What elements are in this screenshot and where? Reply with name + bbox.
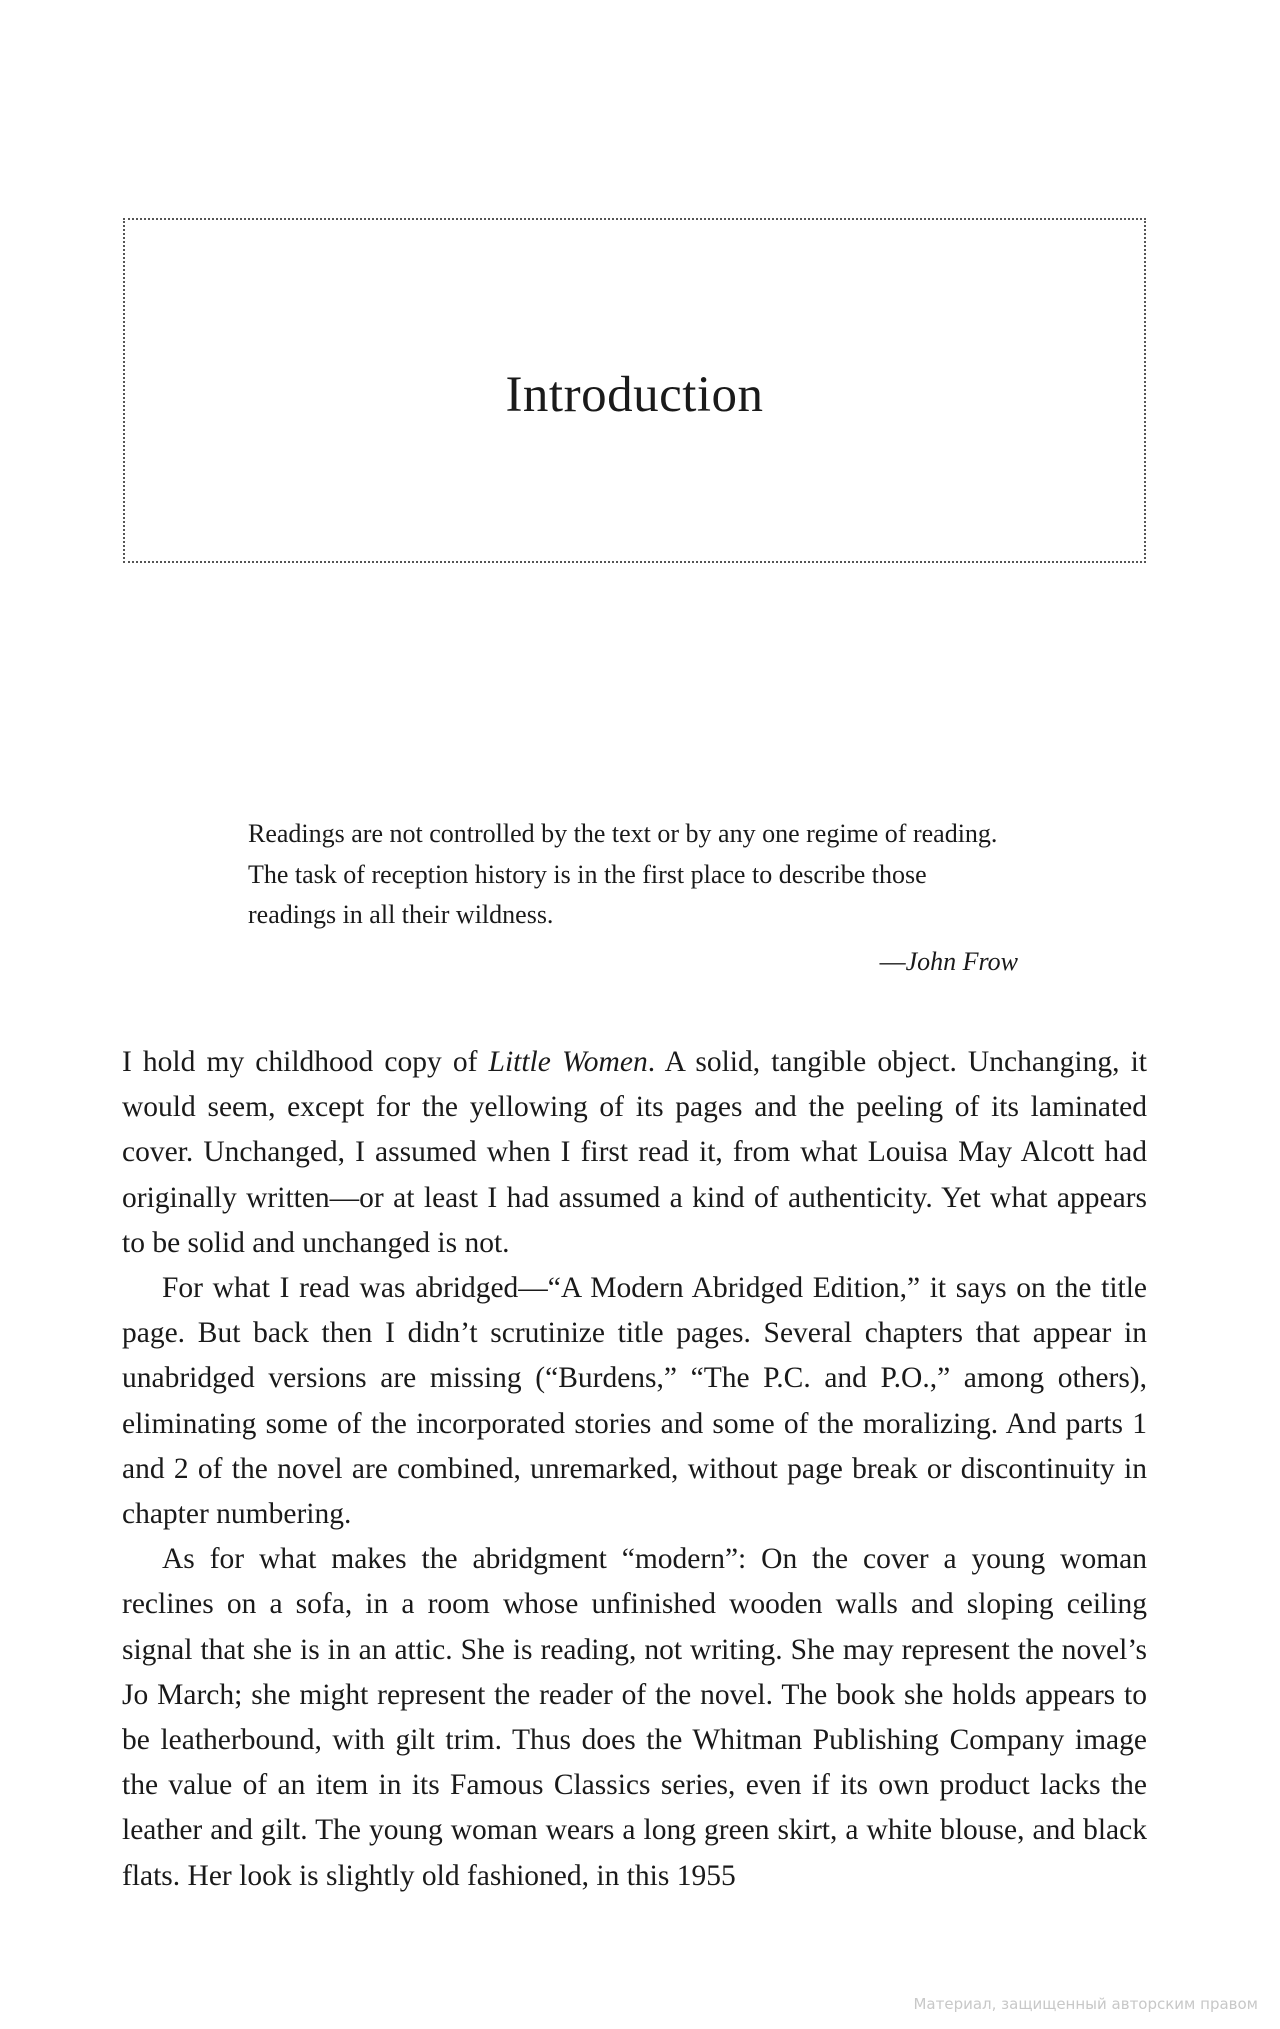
- attribution-author: John Frow: [905, 946, 1018, 976]
- attribution-dash: —: [879, 946, 906, 976]
- copyright-watermark: Материал, защищенный авторским правом: [913, 1995, 1258, 2013]
- paragraph-3: As for what makes the abridgment “modern”: On the cover a young woman reclines on a sofa, in a room whose unfinished wooden walls and sloping ceiling signal that she is in an attic. She is reading, not writing. She may represent the novel’s Jo March; she might represent the reader of the novel. The book she holds appears to be leatherbound, with gilt trim. Thus does the Whitman Publishing Company image the value of an item in its Famous Classics series, even if its own product lacks the leather and gilt. The young woman wears a long green skirt, a white blouse, and black flats. Her look is slightly old fashioned, in this 1955: [122, 1543, 1147, 1892]
- chapter-title-box: [123, 218, 1146, 563]
- epigraph: [248, 814, 1018, 982]
- chapter-title: Introduction: [505, 367, 764, 423]
- paragraph-1-rest: . A solid, tangible object. Unchanging, it would seem, except for the yellowing of its pages and the peeling of its laminated cover. Unchanged, I assumed when I first read it, from what Louisa May Alcott had originally written—or at least I had assumed a kind of authenticity. Yet what appears to be solid and unchanged is not.: [122, 1046, 1147, 1259]
- epigraph-attribution: [248, 942, 1018, 982]
- epigraph-quote: Readings are not controlled by the text or by any one regime of reading. The task of reception history is in the first place to describe those readings in all their wildness.: [248, 819, 998, 929]
- body-text: [122, 1040, 1147, 1899]
- book-title-italic: Little Women: [488, 1046, 648, 1078]
- paragraph-1-start: I hold my childhood copy of: [122, 1046, 489, 1078]
- paragraph-1: [122, 1040, 1147, 1266]
- paragraph-2: For what I read was abridged—“A Modern Abridged Edition,” it says on the title page. But back then I didn’t scrutinize title pages. Several chapters that appear in unabridged versions are missing (“Burdens,” “The P.C. and P.O.,” among others), eliminating some of the incorporated stories and some of the moralizing. And parts 1 and 2 of the novel are combined, unremarked, without page break or discontinuity in chapter numbering.: [122, 1272, 1147, 1531]
